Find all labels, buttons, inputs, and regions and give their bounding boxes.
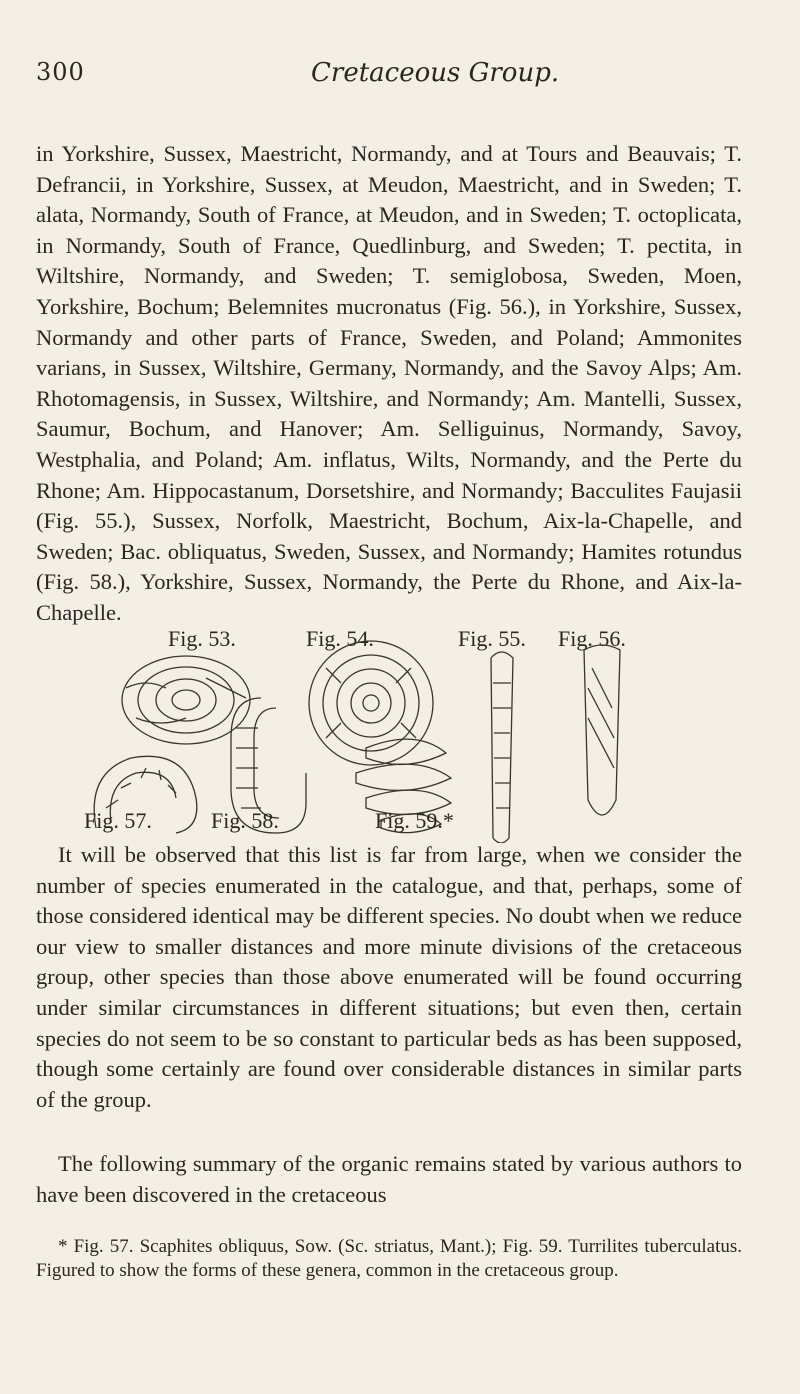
paragraph-summary-intro: The following summary of the organic remains stated by various authors to have been discovered in the cretaceous xyxy=(36,1151,742,1207)
fig-54-label: Fig. 54. xyxy=(306,626,374,651)
fig-55-baculite-illustration xyxy=(491,652,513,843)
running-head: Cretaceous Group. xyxy=(311,58,560,88)
page-header xyxy=(36,58,736,98)
fig-53-label: Fig. 53. xyxy=(168,626,236,651)
footnote: * Fig. 57. Scaphites obliquus, Sow. (Sc. striatus, Mant.); Fig. 59. Turrilites tuberculatus. Figured to show the forms of these genera, common in the cretaceous group. xyxy=(36,1236,742,1281)
fig-57-label: Fig. 57. xyxy=(84,808,152,833)
paragraph-observation: It will be observed that this list is far from large, when we consider the number of species enumerated in the catalogue, and that, perhaps, some of those considered identical may be different species. No doubt when we reduce our view to smaller distances and more minute divisions of the cretaceous group, other species than those above enumerated will be found occurring under similar circumstances in different situations; but even then, certain species do not seem to be so constant to particular beds as has been supposed, though some certainly are found over considerable distances in similar parts of the group. xyxy=(36,842,742,1112)
fig-59-label: Fig. 59.* xyxy=(375,808,454,833)
fig-56-label: Fig. 56. xyxy=(558,626,626,651)
fig-56-belemnite-illustration xyxy=(584,645,620,815)
page-number: 300 xyxy=(36,58,85,86)
figure-plate xyxy=(36,628,742,843)
paragraph-species-list: in Yorkshire, Sussex, Maestricht, Normandy, and at Tours and Beauvais; T. Defrancii, in Yorkshire, Sussex, at Meudon, Maestricht, and in Sweden; T. alata, Normandy, South of France, at Meudon, and in Sweden; T. octoplicata, in Normandy, South of France, Quedlinburg, and Sweden; T. pectita, in Wiltshire, Normandy, and Sweden; T. semiglobosa, Sweden, Moen, Yorkshire, Bochum; Belemnites mucronatus (Fig. 56.), in Yorkshire, Sussex, Normandy and other parts of France, Sweden, and Poland; Ammonites varians, in Sussex, Wiltshire, Germany, Normandy, and the Savoy Alps; Am. Rhotomagensis, in Sussex, Wiltshire, and Normandy; Am. Mantelli, Sussex, Saumur, Bochum, and Hanover; Am. Selliguinus, Normandy, Savoy, Westphalia, and Poland; Am. inflatus, Wilts, Normandy, and the Perte du Rhone; Am. Hippocastanum, Dorsetshire, and Normandy; Bacculites Faujasii (Fig. 55.), Sussex, Norfolk, Maestricht, Bochum, Aix-la-Chapelle, and Sweden; Bac. obliquatus, Sweden, Sussex, and Normandy; Hamites rotundus (Fig. 58.), Yorkshire, Sussex, Normandy, the Perte du Rhone, and Aix-la-Chapelle. xyxy=(36,141,742,625)
fig-58-label: Fig. 58. xyxy=(211,808,279,833)
fig-55-label: Fig. 55. xyxy=(458,626,526,651)
